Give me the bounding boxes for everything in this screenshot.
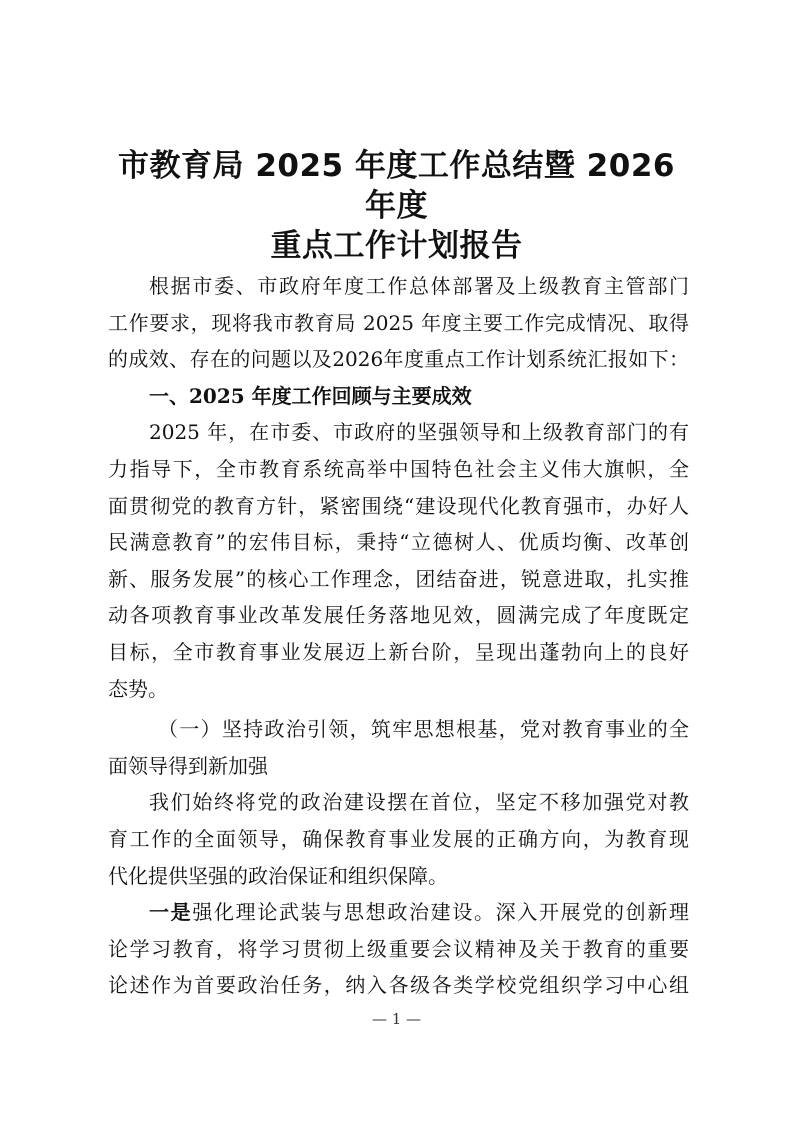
body-line: 论述作为首要政治任务，纳入各级各类学校党组织学习中心组 bbox=[108, 973, 689, 998]
document-title bbox=[100, 146, 693, 266]
body-line: 2025 年，在市委、市政府的坚强领导和上级教育部门的有 bbox=[149, 420, 689, 445]
body-line: 态势。 bbox=[108, 676, 168, 701]
body-line: 面贯彻党的教育方针，紧密围绕“建设现代化教育强市，办好人 bbox=[108, 493, 689, 518]
body-line: 目标，全市教育事业发展迈上新台阶，呈现出蓬勃向上的良好 bbox=[108, 639, 689, 664]
body-line bbox=[108, 894, 689, 931]
subsection-heading: 面领导得到新加强 bbox=[108, 753, 268, 778]
section-heading: 一、2025 年度工作回顾与主要成效 bbox=[149, 383, 472, 408]
document-body bbox=[108, 268, 689, 1004]
body-line: 代化提供坚强的政治保证和组织保障。 bbox=[108, 863, 448, 888]
body-line: 论学习教育，将学习贯彻上级重要会议精神及关于教育的重要 bbox=[108, 936, 689, 961]
body-line: 民满意教育”的宏伟目标，秉持“立德树人、优质均衡、改革创 bbox=[108, 530, 689, 555]
body-text: 强化理论武装与思想政治建设。深入开展党的创新理 bbox=[192, 900, 690, 925]
title-line: 市教育局 2025 年度工作总结暨 2026 年度 bbox=[118, 148, 675, 224]
body-line: 我们始终将党的政治建设摆在首位，坚定不移加强党对教 bbox=[149, 790, 689, 815]
body-line: 根据市委、市政府年度工作总体部署及上级教育主管部门 bbox=[149, 274, 689, 298]
body-line: 动各项教育事业改革发展任务落地见效，圆满完成了年度既定 bbox=[108, 603, 689, 628]
body-line: 工作要求，现将我市教育局 2025 年度主要工作完成情况、取得 bbox=[108, 310, 689, 335]
body-line: 的成效、存在的问题以及2026年度重点工作计划系统汇报如下： bbox=[108, 347, 689, 372]
body-line: 力指导下，全市教育系统高举中国特色社会主义伟大旗帜，全 bbox=[108, 456, 689, 481]
body-line: 育工作的全面领导，确保教育事业发展的正确方向，为教育现 bbox=[108, 826, 689, 851]
body-line: 新、服务发展”的核心工作理念，团结奋进，锐意进取，扎实推 bbox=[108, 566, 689, 591]
page-number: — 1 — bbox=[371, 1010, 422, 1028]
title-line: 重点工作计划报告 bbox=[270, 228, 523, 264]
subsection-heading: （一）坚持政治引领，筑牢思想根基，党对教育事业的全 bbox=[158, 717, 689, 742]
lead-label: 一是 bbox=[149, 900, 193, 925]
